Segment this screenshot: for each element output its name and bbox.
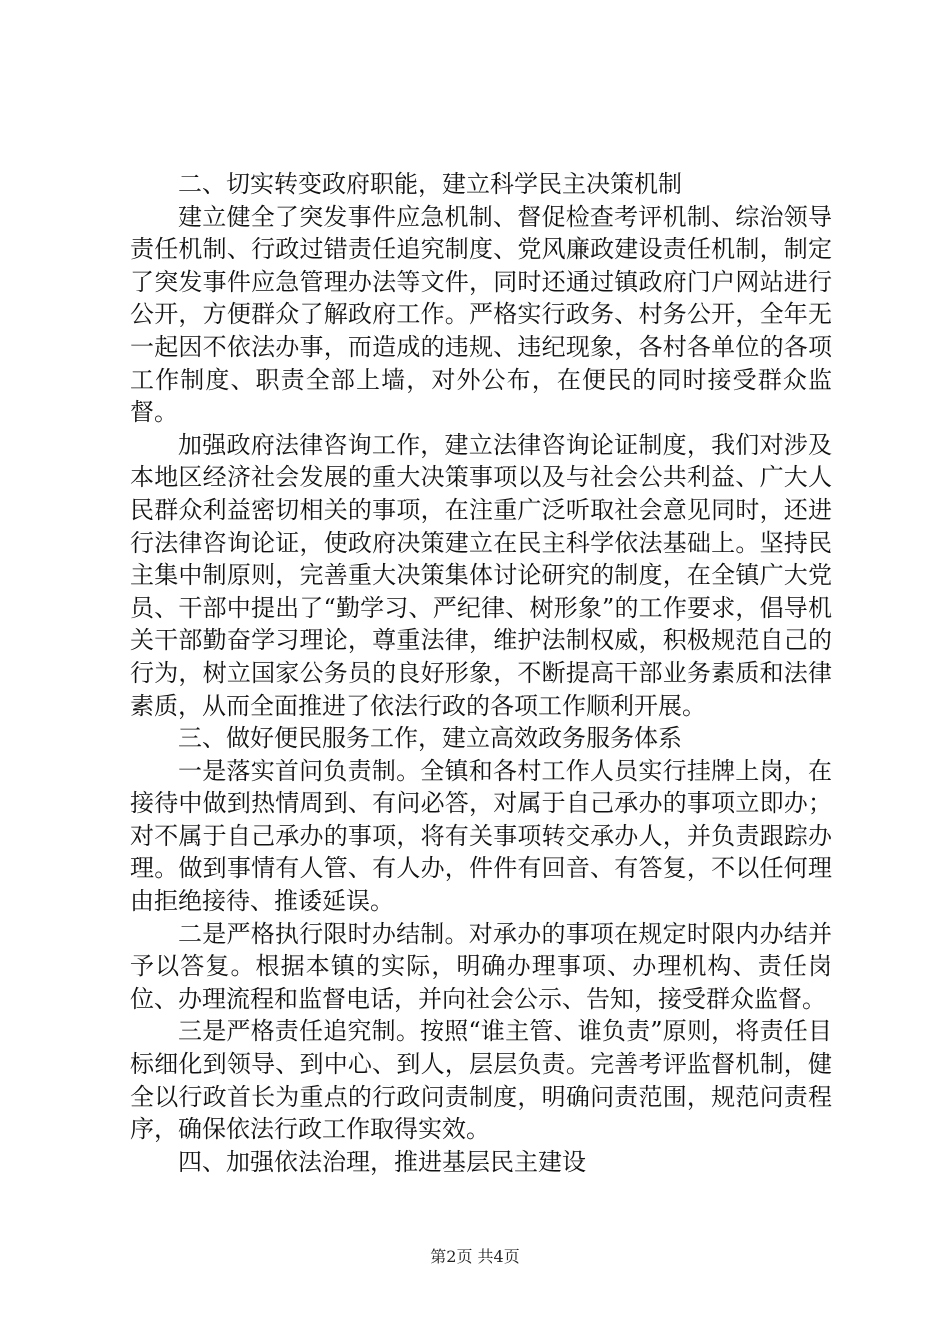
body-paragraph: 二是严格执行限时办结制。对承办的事项在规定时限内办结并予以答复。根据本镇的实际，明确办理事项、办理机构、责任岗位、办理流程和监督电话，并向社会公示、告知，接受群众监督。 <box>130 919 832 1013</box>
body-paragraph: 建立健全了突发事件应急机制、督促检查考评机制、综治领导责任机制、行政过错责任追究制度、党风廉政建设责任机制，制定了突发事件应急管理办法等文件，同时还通过镇政府门户网站进行公开，方便群众了解政府工作。严格实行政务、村务公开，全年无一起因不依法办事，而造成的违规、违纪现象，各村各单位的各项工作制度、职责全部上墙，对外公布，在便民的同时接受群众监督。 <box>130 202 832 427</box>
section-heading-2: 二、切实转变政府职能，建立科学民主决策机制 <box>178 170 682 198</box>
body-paragraph: 一是落实首问负责制。全镇和各村工作人员实行挂牌上岗，在接待中做到热情周到、有问必答，对属于自己承办的事项立即办；对不属于自己承办的事项，将有关事项转交承办人，并负责跟踪办理。做到事情有人管、有人办，件件有回音、有答复，不以任何理由拒绝接待、推诿延误。 <box>130 756 832 916</box>
section-heading-4: 四、加强依法治理，推进基层民主建设 <box>178 1147 586 1176</box>
page-footer: 第2页 共4页 <box>430 1247 520 1266</box>
body-paragraph: 加强政府法律咨询工作，建立法律咨询论证制度，我们对涉及本地区经济社会发展的重大决策事项以及与社会公共利益、广大人民群众利益密切相关的事项，在注重广泛听取社会意见同时，还进行法律咨询论证，使政府决策建立在民主科学依法基础上。坚持民主集中制原则，完善重大决策集体讨论研究的制度，在全镇广大党员、干部中提出了“勤学习、严纪律、树形象”的工作要求，倡导机关干部勤奋学习理论，尊重法律，维护法制权威，积极规范自己的行为，树立国家公务员的良好形象，不断提高干部业务素质和法律素质，从而全面推进了依法行政的各项工作顺利开展。 <box>130 430 832 720</box>
document-body <box>130 168 832 1178</box>
section-heading-3: 三、做好便民服务工作，建立高效政务服务体系 <box>178 724 682 753</box>
body-paragraph: 三是严格责任追究制。按照“谁主管、谁负责”原则，将责任目标细化到领导、到中心、到人，层层负责。完善考评监督机制，健全以行政首长为重点的行政问责制度，明确问责范围，规范问责程序，确保依法行政工作取得实效。 <box>130 1017 832 1144</box>
